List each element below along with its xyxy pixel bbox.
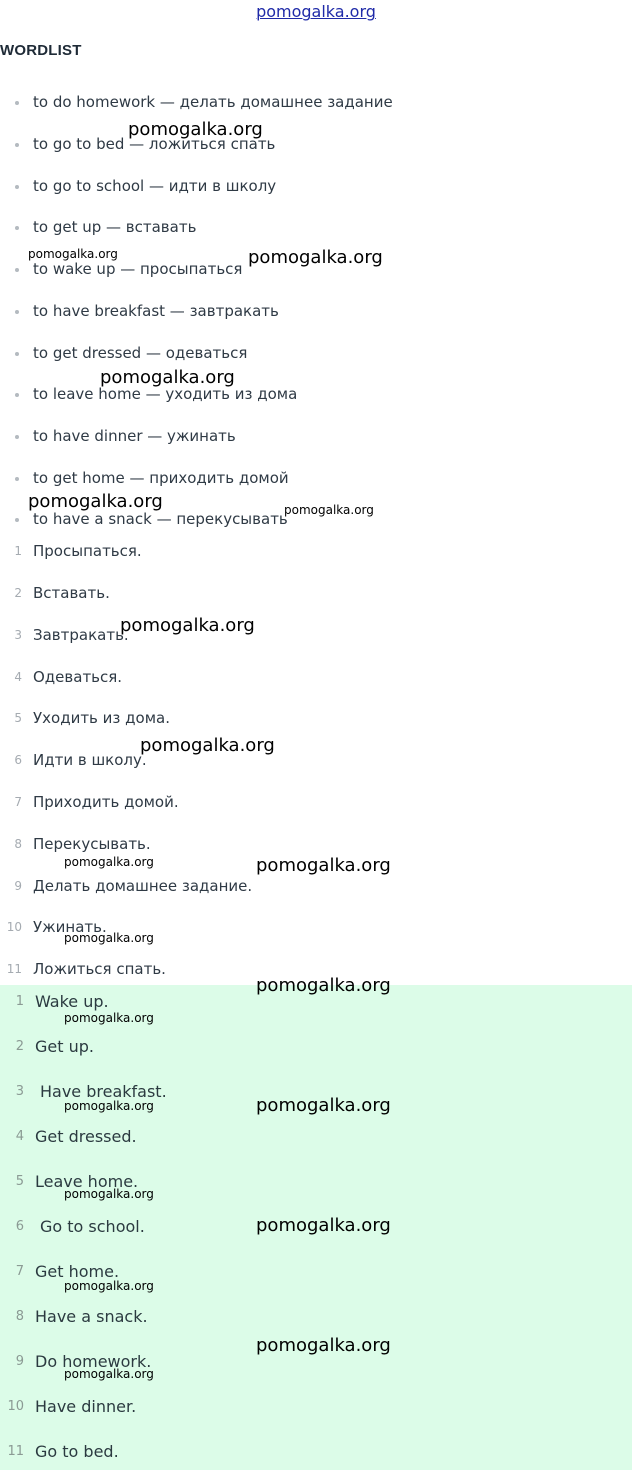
item-number: 8	[14, 837, 22, 851]
watermark: pomogalka.org	[28, 247, 118, 261]
item-number: 1	[15, 994, 24, 1009]
watermark: pomogalka.org	[256, 1215, 391, 1236]
watermark: pomogalka.org	[248, 247, 383, 268]
watermark: pomogalka.org	[256, 975, 391, 996]
item-number: 5	[15, 1174, 24, 1189]
item-number: 7	[14, 795, 22, 809]
watermark: pomogalka.org	[64, 1367, 154, 1381]
item-number: 6	[14, 753, 22, 767]
bullet-icon	[15, 101, 19, 105]
item-number: 8	[15, 1309, 24, 1324]
item-number: 3	[14, 628, 22, 642]
item-number: 9	[14, 879, 22, 893]
wordlist-heading: WORDLIST	[0, 42, 82, 59]
watermark: pomogalka.org	[284, 503, 374, 517]
bullet-icon	[15, 185, 19, 189]
watermark: pomogalka.org	[128, 119, 263, 140]
watermark: pomogalka.org	[64, 855, 154, 869]
watermark: pomogalka.org	[256, 855, 391, 876]
item-number: 9	[15, 1354, 24, 1369]
bullet-icon	[15, 518, 19, 522]
bullet-icon	[15, 435, 19, 439]
watermark: pomogalka.org	[64, 1187, 154, 1201]
watermark: pomogalka.org	[120, 615, 255, 636]
watermark: pomogalka.org	[256, 1335, 391, 1356]
watermark: pomogalka.org	[64, 1279, 154, 1293]
item-number: 5	[14, 711, 22, 725]
watermark: pomogalka.org	[100, 367, 235, 388]
item-number: 10	[7, 1399, 24, 1414]
item-number: 4	[14, 670, 22, 684]
bullet-icon	[15, 352, 19, 356]
watermark: pomogalka.org	[64, 1011, 154, 1025]
answer-panel: 1 Wake up. 2 Get up. 3 Have breakfast. 4 Get dressed. 5 Leave home. 6 Go to school. 7 Get home. 8 Have a snack. 9 Do homework. 10 Have dinner. 11 Go to bed.	[0, 985, 632, 1470]
item-number: 10	[6, 920, 22, 934]
item-number: 3	[15, 1084, 24, 1099]
item-number: 4	[15, 1129, 24, 1144]
item-number: 6	[15, 1219, 24, 1234]
watermark: pomogalka.org	[28, 491, 163, 512]
watermark: pomogalka.org	[64, 1099, 154, 1113]
item-number: 2	[14, 586, 22, 600]
watermark: pomogalka.org	[256, 1095, 391, 1116]
bullet-icon	[15, 268, 19, 272]
bullet-icon	[15, 226, 19, 230]
item-number: 2	[15, 1039, 24, 1054]
item-number: 1	[14, 544, 22, 558]
bullet-icon	[15, 310, 19, 314]
bullet-icon	[15, 477, 19, 481]
watermark: pomogalka.org	[140, 735, 275, 756]
watermark: pomogalka.org	[64, 931, 154, 945]
site-link[interactable]: pomogalka.org	[256, 2, 376, 21]
bullet-icon	[15, 143, 19, 147]
item-number: 7	[15, 1264, 24, 1279]
item-number: 11	[7, 1444, 24, 1459]
item-number: 11	[6, 962, 22, 976]
bullet-icon	[15, 393, 19, 397]
